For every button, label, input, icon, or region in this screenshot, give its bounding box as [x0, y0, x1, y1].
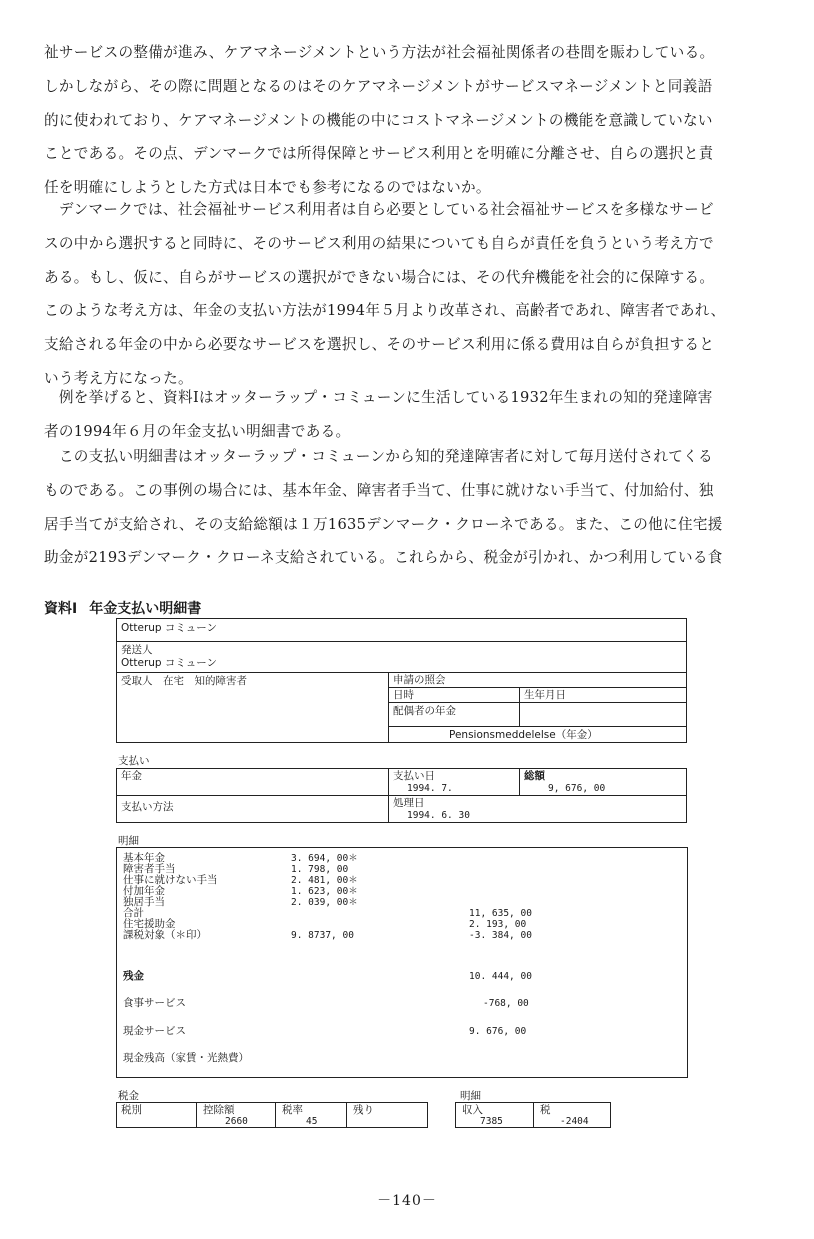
recipient-box — [116, 672, 389, 743]
spouse-pension-label: 配偶者の年金 — [393, 705, 456, 717]
cash-balance-label: 現金残高（家賃・光熱費） — [123, 1052, 249, 1064]
tax-box — [533, 1102, 611, 1128]
paragraph-1 — [44, 36, 772, 205]
tax-label: 税 — [540, 1104, 551, 1116]
balance-amount: 10. 444, 00 — [469, 971, 532, 982]
text-line: ある。もし、仮に、自らがサービスの選択ができない場合には、その代弁機能を社会的に保障する。 — [44, 268, 715, 286]
detail-label: 合計 — [123, 907, 144, 919]
detail-amount: 2. 481, 00＊ — [291, 875, 358, 886]
text-line: 支給される年金の中から必要なサービスを選択し、そのサービス利用に係る費用は自らが負担すると — [44, 336, 715, 354]
details-section-label: 明細 — [118, 835, 139, 847]
tax-type-box — [116, 1102, 197, 1128]
processing-date-box — [388, 795, 687, 823]
sender-label: 発送人 — [121, 644, 153, 656]
deduction-box — [196, 1102, 276, 1128]
detail-amount: 3. 694, 00＊ — [291, 853, 358, 864]
text-line: デンマークでは、社会福祉サービス利用者は自ら必要としている社会福祉サービスを多様なサービ — [44, 201, 714, 218]
payment-date: 1994. 7. — [407, 783, 453, 794]
deduction-label: 控除額 — [203, 1104, 235, 1116]
inquiry-label: 申請の照会 — [393, 674, 446, 686]
date-box — [388, 687, 520, 703]
detail-label: 障害者手当 — [123, 863, 176, 875]
cash-service-amount: 9. 676, 00 — [469, 1026, 527, 1037]
birthdate-box — [519, 687, 687, 703]
text-line: 者の1994年６月の年金支払い明細書である。 — [44, 422, 351, 440]
detail-amount: 9. 8737, 00 — [291, 930, 354, 941]
exhibit-label: 資料Ⅰ — [44, 601, 78, 617]
detail-total: -3. 384, 00 — [469, 930, 532, 941]
payment-method-box — [116, 795, 389, 823]
exhibit-title: 年金支払い明細書 — [89, 601, 202, 617]
text-line: この支払い明細書はオッターラップ・コミューンから知的発達障害者に対して毎月送付されてくる — [44, 448, 713, 465]
detail-label: 仕事に就けない手当 — [123, 874, 218, 886]
notice-title: Pensionsmeddelelse（年金） — [449, 729, 598, 741]
detail-label: 課税対象（＊印） — [123, 929, 207, 941]
detail-label: 住宅援助金 — [123, 918, 176, 930]
rate-label: 税率 — [282, 1104, 303, 1116]
detail-total: 2. 193, 00 — [469, 919, 527, 930]
tax-section-label: 税金 — [118, 1090, 139, 1102]
inquiry-box — [388, 672, 687, 688]
text-line: 居手当てが支給され、その支給総額は１万1635デンマーク・クローネである。また、この他に住宅援 — [44, 515, 723, 533]
text-line: 祉サービスの整備が進み、ケアマネージメントという方法が社会福祉関係者の巷間を賑わしている。 — [44, 44, 715, 61]
total-label: 総額 — [524, 770, 545, 782]
spouse-pension-box — [388, 702, 520, 727]
meal-service-amount: -768, 00 — [483, 998, 529, 1009]
remainder-label: 残り — [353, 1104, 374, 1116]
detail-label: 付加年金 — [123, 885, 165, 897]
rate-value: 45 — [306, 1116, 318, 1127]
detail-amount: 2. 039, 00＊ — [291, 897, 358, 908]
tax-amount: -2404 — [560, 1116, 589, 1127]
sender-box — [116, 641, 687, 673]
text-line: スの中から選択すると同時に、そのサービス利用の結果についても自らが責任を負うという考え方で — [44, 234, 714, 252]
detail-amount: 1. 798, 00 — [291, 864, 349, 875]
pension-label: 年金 — [121, 770, 142, 782]
text-line: しかしながら、その際に問題となるのはそのケアマネージメントがサービスマネージメントと同義語 — [44, 77, 713, 95]
paragraph-3 — [44, 381, 772, 449]
text-line: 的に使われており、ケアマネージメントの機能の中にコストマネージメントの機能を意識していない — [44, 111, 713, 129]
payment-section-label: 支払い — [118, 755, 150, 767]
paragraph-4 — [44, 440, 772, 575]
commune-name: Otterup コミューン — [121, 622, 218, 634]
recipient: 受取人 在宅 知的障害者 — [121, 675, 247, 687]
text-line: 任を明確にしようとした方式は日本でも参考になるのではないか。 — [44, 179, 491, 197]
page-number: －140－ — [377, 1193, 437, 1209]
total-amount: 9, 676, 00 — [548, 783, 606, 794]
details-box — [116, 847, 688, 1078]
paragraph-2 — [44, 193, 772, 396]
text-line: ものである。この事例の場合には、基本年金、障害者手当て、仕事に就けない手当て、付加給付、独 — [44, 481, 714, 499]
detail-amount: 1. 623, 00＊ — [291, 886, 358, 897]
meal-service-label: 食事サービス — [123, 997, 186, 1009]
income-box — [455, 1102, 534, 1128]
exhibit-heading — [44, 598, 213, 618]
tax-type-label: 税別 — [121, 1104, 142, 1116]
text-line: 例を挙げると、資料Ⅰはオッターラップ・コミューンに生活している1932年生まれの知的発達障害 — [44, 389, 713, 406]
text-line: ことである。その点、デンマークでは所得保障とサービス利用とを明確に分離させ、自らの選択と責 — [44, 145, 714, 163]
text-line: いう考え方になった。 — [44, 369, 193, 387]
processing-date-label: 処理日 — [393, 797, 425, 809]
date-label: 日時 — [393, 689, 414, 701]
detail-label: 基本年金 — [123, 852, 165, 864]
detail-total: 11, 635, 00 — [469, 908, 532, 919]
payment-method-label: 支払い方法 — [121, 801, 174, 813]
total-box — [519, 768, 687, 796]
cash-service-label: 現金サービス — [123, 1025, 186, 1037]
detail-label: 独居手当 — [123, 896, 165, 908]
remainder-box — [346, 1102, 428, 1128]
birthdate-label: 生年月日 — [524, 689, 566, 701]
deduction-amount: 2660 — [225, 1116, 248, 1127]
income-label: 収入 — [462, 1104, 483, 1116]
payment-date-label: 支払い日 — [393, 770, 435, 782]
commune-box — [116, 618, 687, 642]
sender-value: Otterup コミューン — [121, 657, 218, 669]
pension-box — [116, 768, 389, 796]
processing-date: 1994. 6. 30 — [407, 810, 470, 821]
breakdown-section-label: 明細 — [460, 1090, 481, 1102]
balance-label: 残金 — [123, 970, 144, 982]
text-line: このような考え方は、年金の支払い方法が1994年５月より改革され、高齢者であれ、障害者であれ、 — [44, 302, 726, 320]
payment-date-box — [388, 768, 520, 796]
text-line: 助金が2193デンマーク・クローネ支給されている。これらから、税金が引かれ、かつ利用している食 — [44, 549, 723, 567]
income-amount: 7385 — [480, 1116, 503, 1127]
rate-box — [275, 1102, 347, 1128]
blank-box — [519, 702, 687, 727]
notice-box — [388, 726, 687, 743]
